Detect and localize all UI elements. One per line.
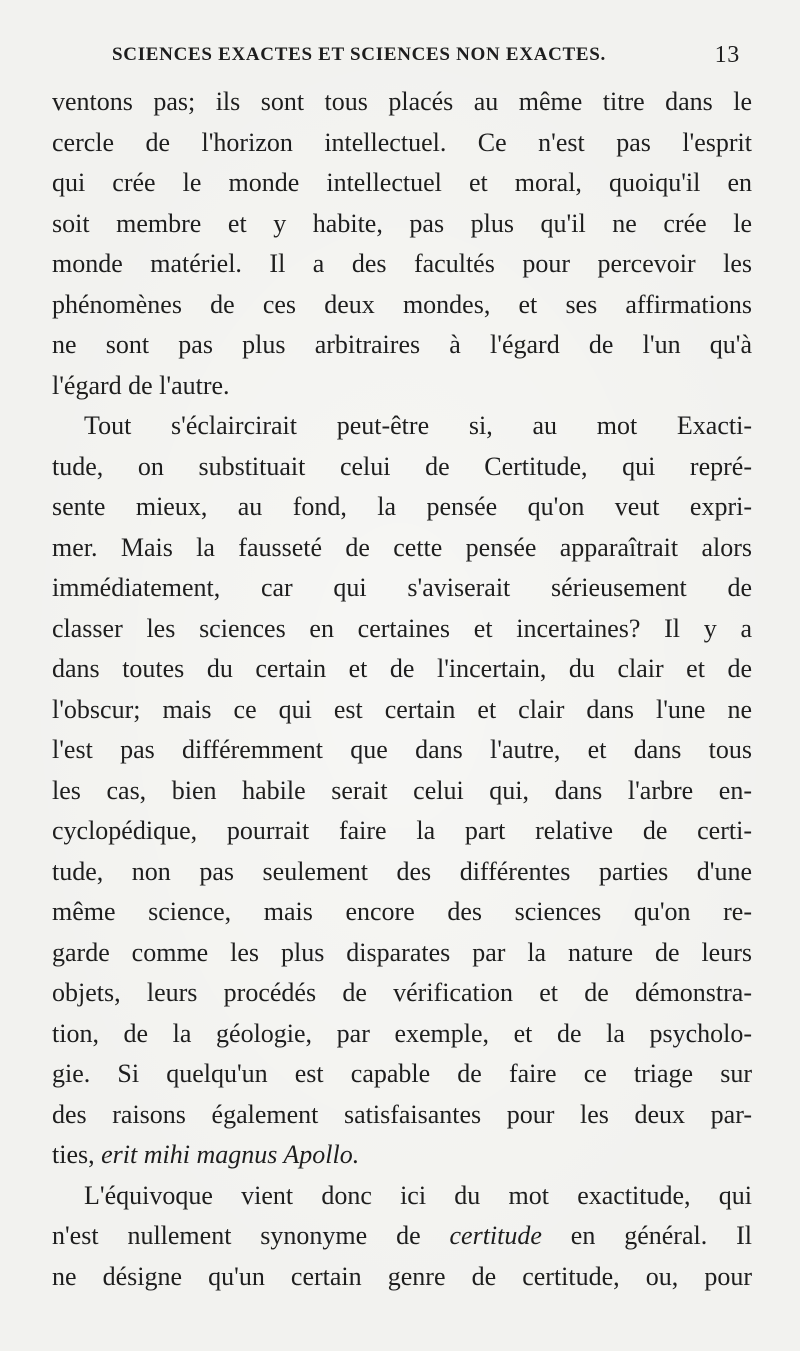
text-line: cyclopédique, pourrait faire la part relative de certi- bbox=[52, 816, 752, 845]
text-line: tude, non pas seulement des différentes parties d'une bbox=[52, 856, 752, 886]
text-line: mer. Mais la fausseté de cette pensée apparaîtrait alors bbox=[52, 532, 752, 562]
text-line: même science, mais encore des sciences qu'on re- bbox=[52, 897, 752, 926]
paragraph-start-line: L'équivoque vient donc ici du mot exactitude, qui bbox=[84, 1180, 752, 1210]
text-line: monde matériel. Il a des facultés pour percevoir les bbox=[52, 249, 752, 278]
text-line: dans toutes du certain et de l'incertain, du clair et de bbox=[52, 654, 752, 683]
text-line: tude, on substituait celui de Certitude, qui repré- bbox=[52, 451, 752, 481]
text-line: ventons pas; ils sont tous placés au même titre dans le bbox=[52, 87, 752, 116]
body-text bbox=[52, 82, 752, 1297]
text-line: les cas, bien habile serait celui qui, dans l'arbre en- bbox=[52, 775, 752, 805]
text-line: objets, leurs procédés de vérification et de démonstra- bbox=[52, 978, 752, 1007]
text-line: l'obscur; mais ce qui est certain et clair dans l'une ne bbox=[52, 694, 752, 724]
page-number: 13 bbox=[714, 42, 740, 68]
paragraph-end-line: l'égard de l'autre. bbox=[52, 370, 230, 400]
running-header bbox=[112, 44, 740, 76]
text-line: gie. Si quelqu'un est capable de faire ce triage sur bbox=[52, 1059, 752, 1088]
text-line: l'est pas différemment que dans l'autre, et dans tous bbox=[52, 735, 752, 764]
text-line: immédiatement, car qui s'aviserait sérieusement de bbox=[52, 573, 752, 602]
line-text: en général. Il bbox=[541, 1221, 752, 1250]
paragraph-start-line: Tout s'éclaircirait peut-être si, au mot Exacti- bbox=[84, 411, 752, 440]
text-line: ne désigne qu'un certain genre de certitude, ou, pour bbox=[52, 1261, 752, 1291]
text-line: phénomènes de ces deux mondes, et ses affirmations bbox=[52, 289, 752, 319]
text-line: ne sont pas plus arbitraires à l'égard de l'un qu'à bbox=[52, 330, 752, 359]
italic-term: certitude bbox=[449, 1221, 542, 1250]
line-text: n'est nullement synonyme de bbox=[52, 1221, 450, 1250]
text-line: tion, de la géologie, par exemple, et de la psycholo- bbox=[52, 1018, 752, 1048]
text-line: qui crée le monde intellectuel et moral, quoiqu'il en bbox=[52, 168, 752, 197]
text-line: classer les sciences en certaines et incertaines? Il y a bbox=[52, 613, 752, 643]
text-line: garde comme les plus disparates par la nature de leurs bbox=[52, 937, 752, 967]
text-line bbox=[52, 1216, 752, 1257]
running-title: SCIENCES EXACTES ET SCIENCES NON EXACTES. bbox=[112, 44, 606, 65]
text-line: sente mieux, au fond, la pensée qu'on veut expri- bbox=[52, 492, 752, 521]
line-text: ties, bbox=[52, 1140, 102, 1169]
latin-quotation: erit mihi magnus Apollo. bbox=[101, 1140, 360, 1169]
paragraph-end-line bbox=[52, 1135, 752, 1176]
text-line: cercle de l'horizon intellectuel. Ce n'est pas l'esprit bbox=[52, 127, 752, 157]
text-line: des raisons également satisfaisantes pour les deux par- bbox=[52, 1099, 752, 1129]
text-line: soit membre et y habite, pas plus qu'il ne crée le bbox=[52, 208, 752, 238]
